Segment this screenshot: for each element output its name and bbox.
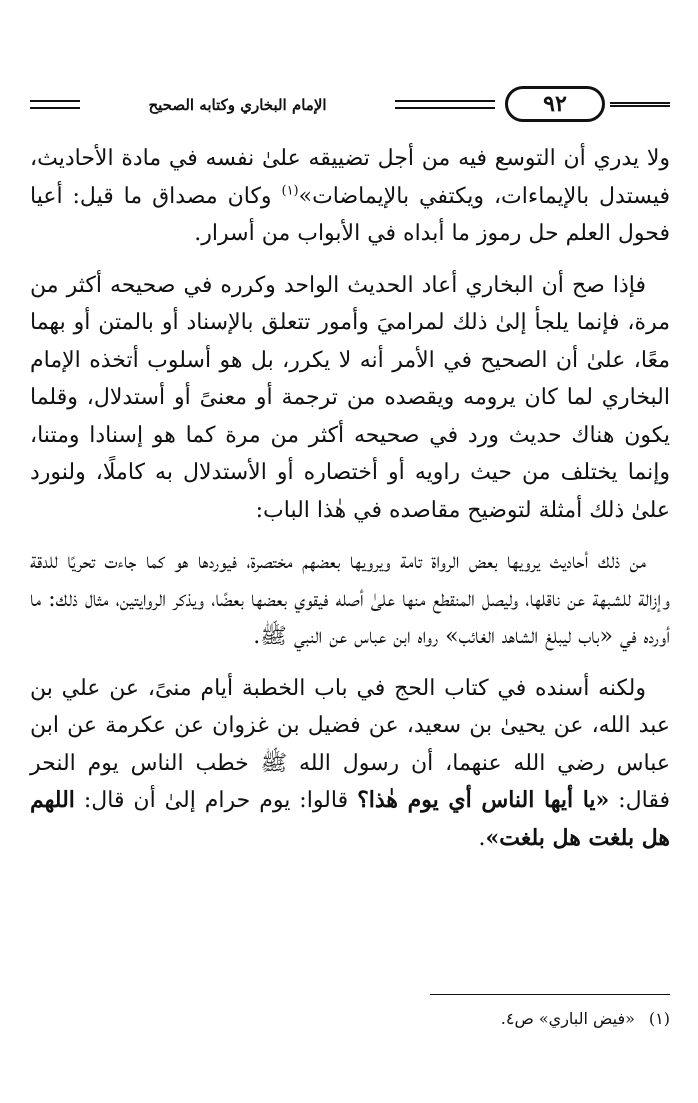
- footnote-reference: (١): [281, 183, 299, 199]
- page-header: [30, 84, 670, 128]
- paragraph-4-middle: قالوا: يوم حرام إلىٰ أن قال:: [74, 788, 358, 813]
- page-number: ٩٢: [505, 86, 605, 122]
- hadith-quote-2: اللهم هل بلغت هل بلغت»: [30, 787, 670, 851]
- paragraph-3: من ذلك أحاديث يرويها بعض الرواة تامة ويرويها بعضهم مختصرة، فيوردها هو كما جاءت تحريًا للدقة وإزالة للشبهة عن ناقلها، وليصل المنقطع منها علىٰ أصله فيقوي بعضها بعضًا، ويذكر الروايتين، مثال ذلك: ما أورده في «باب ليبلغ الشاهد الغائب» رواه ابن عباس عن النبي ﷺ.: [30, 549, 670, 649]
- paragraph-1-text: ولا يدري أن التوسع فيه من أجل تضييقه علىٰ نفسه في مادة الأحاديث، فيستدل بالإيماءات، ويكتفي بالإيماضات»: [30, 146, 671, 209]
- footnote-number: (١): [648, 1009, 670, 1028]
- paragraph-1: [30, 140, 670, 253]
- paragraph-4-text: ولكنه أسنده في كتاب الحج في باب الخطبة أيام منىً، عن علي بن عبد الله، عن يحيىٰ بن سعيد، عن فضيل بن غزوان عن عكرمة عن ابن عباس رضي الله عنهما، أن رسول الله ﷺ خطب الناس يوم النحر فقال:: [30, 675, 670, 813]
- header-rule-left: [30, 100, 80, 109]
- running-title: الإمام البخاري وكتابه الصحيح: [148, 96, 327, 114]
- footnote: [200, 1006, 670, 1032]
- footnote-separator: [430, 994, 670, 995]
- paragraph-4: [30, 670, 670, 858]
- header-rule-middle: [395, 100, 495, 109]
- hadith-quote-1: «يا أيها الناس أي يوم هٰذا؟: [357, 787, 610, 813]
- footnote-text: «فيض الباري» ص٤.: [500, 1009, 635, 1028]
- paragraph-1-tail: وكان مصداق ما قيل: أعيا فحول العلم حل رموز ما أبداه في الأبواب من أسرار.: [30, 183, 670, 246]
- paragraph-4-end: .: [478, 825, 486, 851]
- paragraph-2: فإذا صح أن البخاري أعاد الحديث الواحد وكرره في صحيحه أكثر من مرة، فإنما يلجأ إلىٰ ذلك لمراميَ وأمور تتعلق بالإسناد أو بالمتن أو بهما معًا، علىٰ أن الصحيح في الأمر أنه لا يكرر، بل هو أسلوب أتخذه الإمام البخاري لما كان يرومه ويقصده من ترجمة أو معنىً أو أستدلال، وقلما يكون هناك حديث ورد في صحيحه أكثر من مرة كما هو إسنادا ومتنا، وإنما يختلف من حيث راويه أو أختصاره أو الأستدلال به كاملًا، ولنورد علىٰ ذلك أمثلة لتوضيح مقاصده في هٰذا الباب:: [30, 272, 670, 523]
- main-text: [30, 140, 670, 857]
- header-rule-right: [610, 102, 670, 107]
